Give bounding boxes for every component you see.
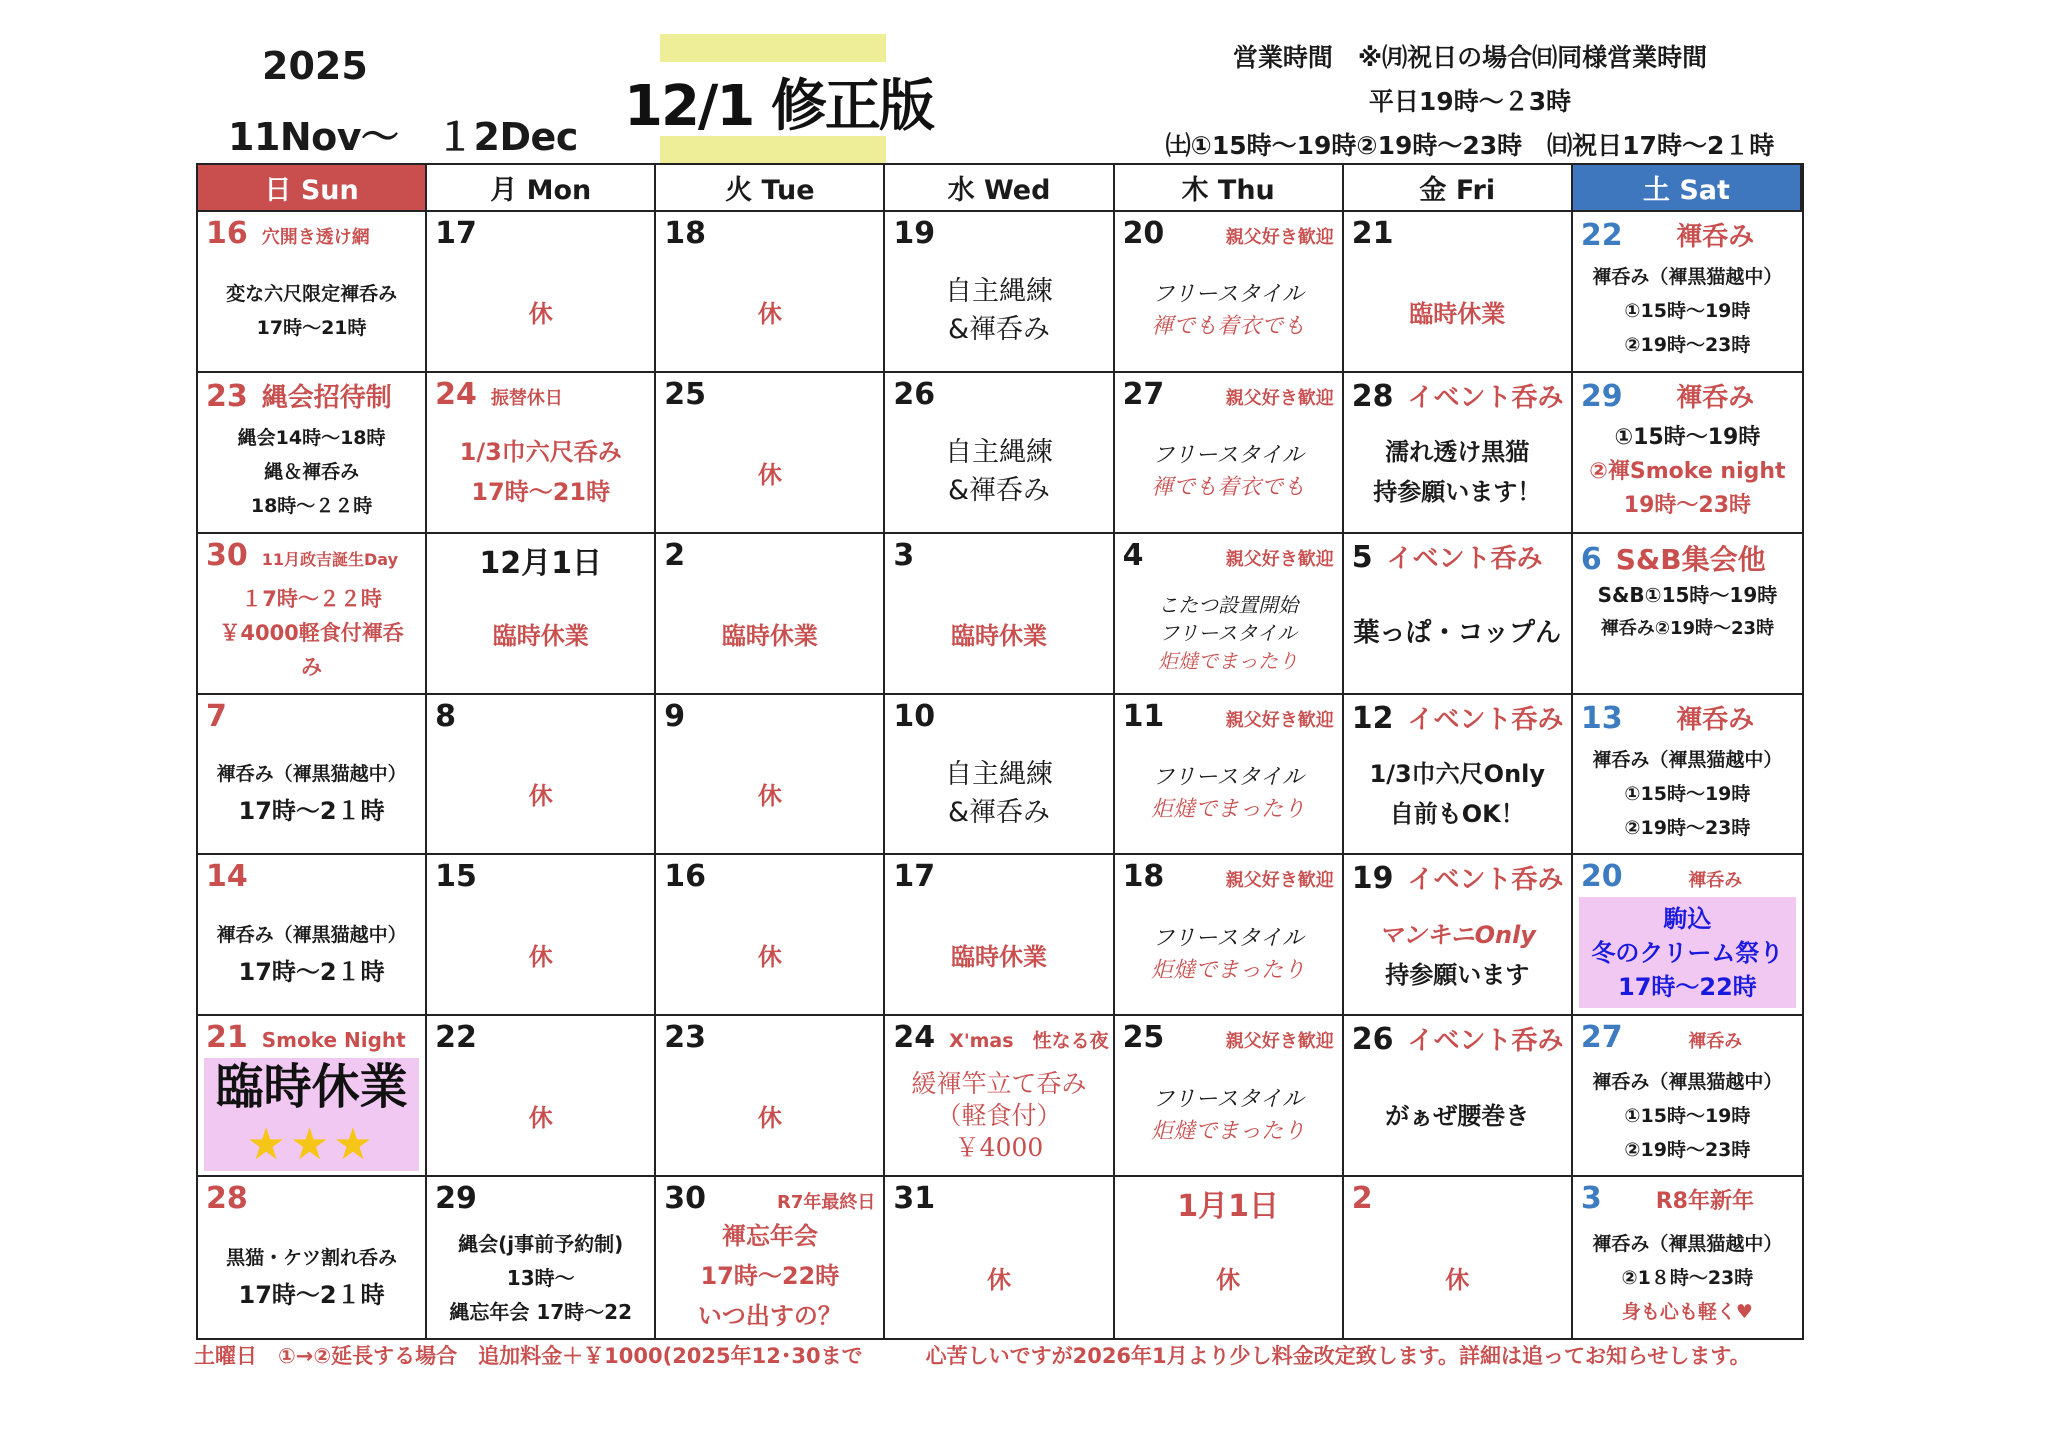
event-line: 自主縄練 [944,437,1053,469]
event-line: １7時～２２時 [241,587,382,612]
event-tag: イベント呑み [1386,543,1543,574]
day-number: 16 [664,859,707,895]
closed-label: 臨時休業 [1409,299,1506,328]
day-number: 26 [1351,1022,1394,1058]
event-line: ②19時～23時 [1624,1138,1751,1161]
day-cell-dec04 [1115,534,1344,695]
day-cell-dec11 [1115,695,1344,856]
day-cell-dec25 [1115,1016,1344,1177]
day-cell-dec14 [198,855,427,1016]
event-line: 駒込 [1663,904,1712,933]
event-line: こたつ設置開始 [1158,593,1299,618]
day-number: 14 [206,859,248,895]
closed-label: 休 [757,299,782,328]
day-number: 2 [1351,1181,1373,1217]
day-number: 19 [893,216,936,251]
closed-label: 休 [528,1104,553,1133]
event-line: 17時～21時 [471,478,611,507]
day-cell-nov20 [1115,212,1344,373]
event-line: 褌でも着衣でも [1151,314,1306,340]
event-line: 17時～22時 [700,1262,840,1291]
event-line: 濡れ透け黒猫 [1385,438,1530,467]
event-line: 縄会(j事前予約制) [458,1231,624,1256]
day-cell-dec27 [1573,1016,1802,1177]
event-tag: イベント呑み [1407,382,1564,413]
event-tag: 褌呑み [1688,870,1743,892]
day-cell-dec18 [1115,855,1344,1016]
closed-label: 休 [757,943,782,972]
event-line: 緩褌竿立て呑み [911,1068,1087,1098]
day-cell-nov26 [885,373,1114,534]
day-number: 16 [206,216,248,251]
closed-label: 休 [757,460,782,489]
day-cell-dec16 [656,855,885,1016]
day-cell-dec01 [427,534,656,695]
day-cell-dec21 [198,1016,427,1177]
day-cell-dec22 [427,1016,656,1177]
event-line: 13時～ [506,1265,575,1290]
revision-label: 12/1 修正版 [624,74,933,139]
day-number: 23 [206,378,248,414]
weekday-header-mon: 月 Mon [427,165,656,212]
event-line: &褌呑み [947,314,1051,346]
closed-label: 臨時休業 [950,621,1047,650]
day-cell-dec20 [1573,855,1802,1016]
day-cell-dec28 [198,1177,427,1338]
event-line: 17時～2１時 [238,796,385,825]
weekday-header-thu: 木 Thu [1115,165,1344,212]
day-number: 9 [664,698,686,734]
event-line: 持参願います！ [1373,478,1542,507]
weekday-header-tue: 火 Tue [656,165,885,212]
day-cell-nov17 [427,212,656,373]
day-number: 29 [435,1181,477,1217]
day-cell-nov21 [1344,212,1573,373]
event-line: がぁぜ腰巻き [1385,1101,1530,1130]
day-cell-nov28 [1344,373,1573,534]
footer-notice: 土曜日 ①→②延長する場合 追加料金＋￥1000(2025年12･30まで 心苦しいですが2026年1月より少し料金改定致します。詳細は追ってお知らせします。 [194,1344,1751,1368]
event-tag: S&B集会他 [1615,542,1766,576]
event-tag: Smoke Night [261,1028,406,1053]
event-line: 縄会14時～18時 [237,427,386,450]
closed-label: 休 [528,299,553,328]
day-number: 3 [893,537,915,573]
day-number: 22 [1580,218,1623,253]
day-cell-dec19 [1344,855,1573,1016]
day-cell-nov27 [1115,373,1344,534]
day-number: 29 [1580,378,1623,414]
day-number: 30 [664,1181,707,1217]
event-line: 自主縄練 [944,276,1053,308]
day-number: 5 [1351,539,1373,575]
day-number: 21 [1351,216,1394,251]
day-cell-dec09 [656,695,885,856]
day-number: 1月1日 [1177,1189,1279,1225]
event-line: 17時～2１時 [238,957,385,986]
day-number: 25 [664,376,707,412]
event-tag: 親父好き歓迎 [1225,870,1334,892]
day-number: 22 [435,1020,477,1056]
closed-label: 臨時休業 [492,621,589,650]
event-line: 1/3巾六尺Only [1369,759,1546,788]
event-tag: 褌呑み [1676,704,1755,735]
event-line: 炬燵でまったり [1151,1118,1306,1144]
day-cell-dec13 [1573,695,1802,856]
event-line: 褌呑み（褌黒猫越中） [1592,266,1783,289]
event-line: ②19時～23時 [1624,816,1751,839]
day-number: 28 [1351,378,1394,414]
day-cell-dec30 [656,1177,885,1338]
closed-label: 臨時休業 [721,621,818,650]
event-line: （軽食付） [936,1100,1062,1130]
event-line: 1/3巾六尺呑み [459,438,622,467]
winter-cream-festival-banner [1579,897,1796,1008]
hours-line-2: 平日19時～２3時 [1368,87,1572,116]
closure-text: 臨時休業 [215,1058,408,1115]
event-line: 褌呑み（褌黒猫越中） [1592,748,1783,771]
day-number: 4 [1122,537,1144,573]
day-cell-nov23 [198,373,427,534]
event-line: 褌でも着衣でも [1151,475,1306,501]
weekday-header-fri: 金 Fri [1344,165,1573,212]
event-tag: 穴開き透け網 [261,227,370,248]
revision-highlight-top [660,34,886,62]
event-tag: R7年最終日 [777,1192,876,1214]
day-cell-dec26 [1344,1016,1573,1177]
day-cell-dec29 [427,1177,656,1338]
event-line: 褌呑み（褌黒猫越中） [1592,1070,1783,1093]
day-number: 10 [893,698,936,734]
event-tag: 褌呑み [1688,1031,1743,1053]
closed-label: 休 [757,1104,782,1133]
day-cell-nov24 [427,373,656,534]
day-number: 25 [1122,1020,1165,1056]
day-cell-dec23 [656,1016,885,1177]
day-cell-dec24 [885,1016,1114,1177]
business-hours [1120,36,1820,168]
event-tag: 親父好き歓迎 [1225,1031,1334,1053]
event-line: フリースタイル [1152,443,1304,469]
event-line: 変な六尺限定褌呑み [226,283,398,306]
day-cell-nov18 [656,212,885,373]
event-line: フリースタイル [1152,925,1304,951]
day-cell-dec06 [1573,534,1802,695]
day-cell-dec05 [1344,534,1573,695]
closed-label: 休 [1445,1266,1470,1295]
day-number: 24 [435,376,477,412]
event-line: 持参願います [1385,960,1530,989]
day-cell-dec31 [885,1177,1114,1338]
day-cell-dec10 [885,695,1114,856]
event-tag: 褌呑み [1676,382,1755,413]
event-line: 17時～2１時 [238,1280,385,1309]
calendar-grid [196,163,1804,1340]
day-cell-nov29 [1573,373,1802,534]
day-number: 2 [664,537,686,573]
day-number: 26 [893,376,936,412]
event-line: ①15時～19時 [1624,1104,1751,1127]
day-number: 18 [664,216,707,251]
day-number: 17 [435,216,477,251]
event-tag: イベント呑み [1407,1026,1564,1057]
day-number: 18 [1122,859,1165,895]
event-line: 褌呑み（褌黒猫越中） [1592,1232,1783,1255]
weekday-header-sat: 土 Sat [1573,165,1802,212]
event-line: フリースタイル [1152,764,1304,790]
event-line: ￥4000 [954,1132,1044,1162]
calendar-range: 11Nov～ １2Dec [228,115,578,159]
day-number: 12 [1351,700,1394,736]
day-cell-nov16 [198,212,427,373]
day-number: 15 [435,859,477,895]
day-cell-nov19 [885,212,1114,373]
event-line: ②褌Smoke night [1589,459,1786,485]
event-line: いつ出すの？ [697,1302,842,1331]
event-line: 葉っぱ・コップん [1353,618,1562,649]
day-number: 23 [664,1020,707,1056]
day-cell-nov25 [656,373,885,534]
day-number: 7 [206,698,227,734]
event-tag: 縄会招待制 [261,382,392,413]
event-line: ①15時～19時 [1624,300,1751,323]
event-line: 褌呑み（褌黒猫越中） [216,762,407,785]
event-line: マンキニOnly [1378,920,1536,949]
day-number: 21 [206,1020,248,1056]
event-line: 17時～22時 [1618,972,1757,1001]
event-line: ②19時～23時 [1624,334,1751,357]
closed-label: 休 [528,943,553,972]
event-line: 自前もOK！ [1389,799,1525,828]
event-line: 炬燵でまったり [1151,796,1306,822]
day-number: 8 [435,698,457,734]
event-line: フリースタイル [1152,1086,1304,1112]
star-icons: ★★★ [246,1118,377,1170]
event-tag: イベント呑み [1407,704,1564,735]
event-line: &褌呑み [947,475,1051,507]
event-line: 18時～２２時 [250,495,373,518]
day-cell-jan02 [1344,1177,1573,1338]
event-line: S&B①15時～19時 [1597,582,1778,607]
weekday-header-sun: 日 Sun [198,165,427,212]
event-line: 17時～21時 [256,317,367,340]
day-cell-dec12 [1344,695,1573,856]
day-cell-dec07 [198,695,427,856]
event-line: 19時～23時 [1623,493,1752,519]
event-tag: 親父好き歓迎 [1225,387,1334,409]
event-line: 自主縄練 [944,758,1053,790]
closed-label: 休 [986,1266,1011,1295]
day-cell-dec15 [427,855,656,1016]
event-line: 縄＆褌呑み [264,461,360,484]
weekday-header-wed: 水 Wed [885,165,1114,212]
event-line: ￥4000軽食付褌呑 [219,621,404,646]
day-number: 31 [893,1181,936,1217]
day-number: 27 [1122,376,1165,412]
day-cell-dec02 [656,534,885,695]
closed-label: 休 [1216,1266,1241,1295]
event-line: ①15時～19時 [1624,782,1751,805]
event-tag: イベント呑み [1407,865,1564,896]
hours-line-1: 営業時間 ※㈪祝日の場合㈰同様営業時間 [1232,43,1708,72]
event-line: 身も心も軽く♥ [1621,1300,1753,1323]
day-number: 13 [1580,700,1623,736]
day-number: 27 [1580,1020,1623,1056]
event-line: &褌呑み [947,796,1051,828]
event-tag: 親父好き歓迎 [1225,227,1334,248]
day-number: 20 [1580,859,1623,895]
day-number: 20 [1122,216,1165,251]
event-line: み [301,655,323,680]
event-line: 冬のクリーム祭り [1591,938,1784,967]
day-number: 3 [1580,1181,1602,1217]
calendar-year: 2025 [262,44,368,88]
event-tag: 11月政吉誕生Day [261,549,399,569]
event-tag: 親父好き歓迎 [1225,548,1334,570]
day-cell-jan01 [1115,1177,1344,1338]
day-cell-nov22 [1573,212,1802,373]
day-cell-jan03 [1573,1177,1802,1338]
event-tag: 褌呑み [1676,222,1755,252]
day-number: 30 [206,537,248,573]
event-line: 褌忘年会 [721,1222,818,1251]
day-number: 12月1日 [479,545,603,581]
event-tag: R8年新年 [1655,1189,1754,1215]
day-cell-dec03 [885,534,1114,695]
closed-label: 休 [757,782,782,811]
event-line: 黒猫・ケツ割れ呑み [226,1246,397,1269]
event-line: 炬燵でまったり [1151,957,1306,983]
day-number: 11 [1122,698,1165,734]
event-tag: 振替休日 [490,387,563,409]
day-number: 17 [893,859,936,895]
day-cell-nov30 [198,534,427,695]
closed-label: 休 [528,782,553,811]
event-line: ①15時～19時 [1614,425,1761,451]
event-line: ②1８時～23時 [1621,1266,1754,1289]
day-number: 19 [1351,861,1394,897]
event-line: 縄忘年会 17時～22 [449,1299,633,1324]
closed-label: 臨時休業 [950,943,1047,972]
day-number: 28 [206,1181,248,1217]
hours-line-3: ㈯①15時～19時②19時～23時 ㈰祝日17時～2１時 [1165,131,1775,160]
day-cell-dec08 [427,695,656,856]
event-line: フリースタイル [1159,621,1298,646]
temporary-closure-banner [204,1058,419,1171]
day-number: 6 [1580,541,1602,577]
day-cell-dec17 [885,855,1114,1016]
event-line: 褌呑み②19時～23時 [1600,617,1775,639]
event-line: フリースタイル [1152,282,1304,308]
event-line: 褌呑み（褌黒猫越中） [216,923,407,946]
event-tag: X'mas 性なる夜 [949,1030,1109,1053]
day-number: 24 [893,1020,936,1056]
event-line: 炬燵でまったり [1158,649,1299,674]
event-tag: 親父好き歓迎 [1225,709,1334,731]
